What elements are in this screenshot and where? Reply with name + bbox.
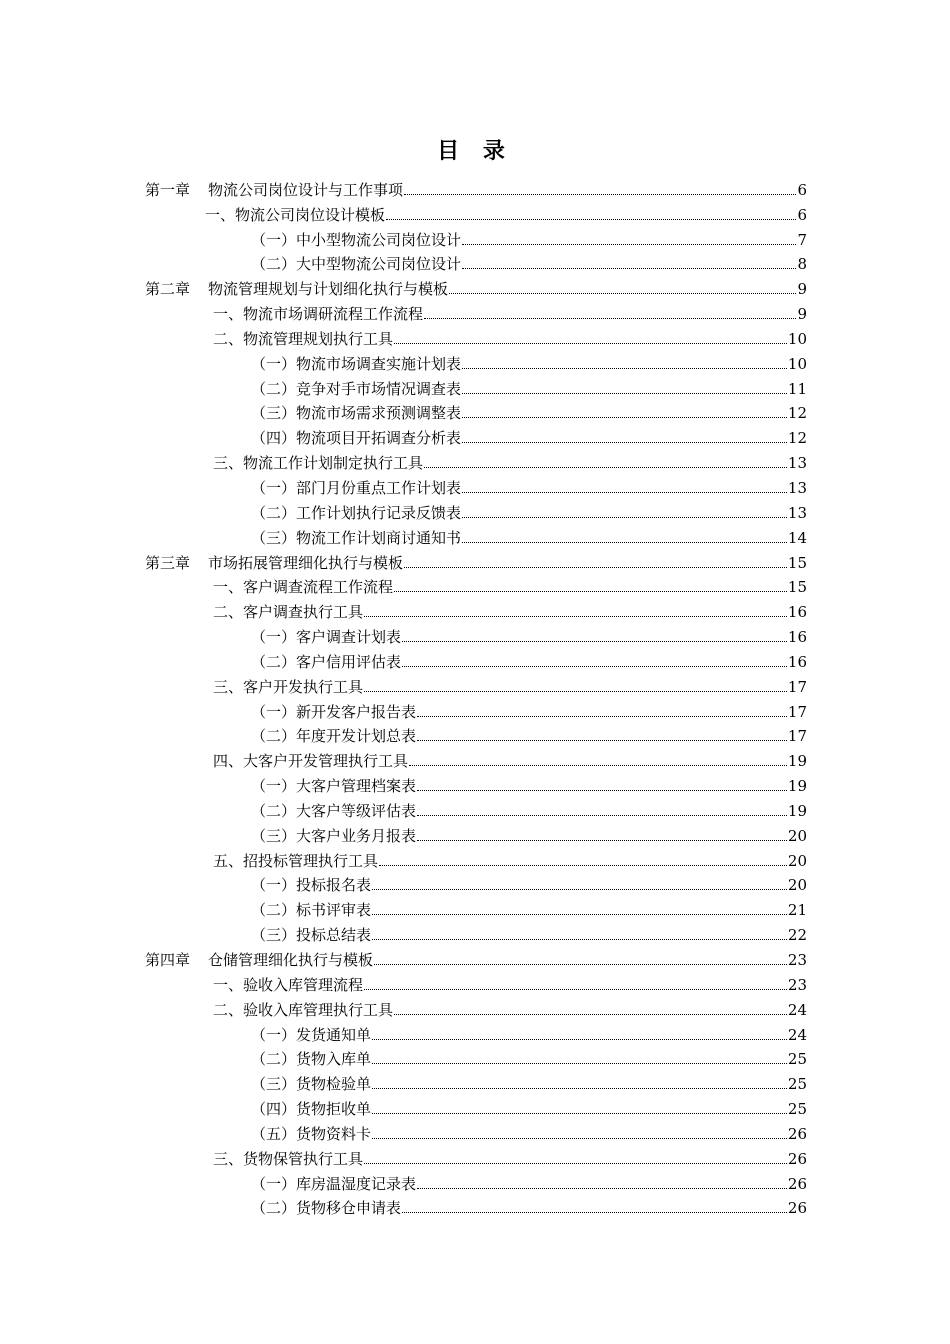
toc-entry[interactable]: [145, 200, 807, 225]
toc-leader-dots: [386, 219, 796, 220]
toc-page-number: 12: [787, 429, 807, 448]
toc-leader-dots: [417, 790, 787, 791]
toc-page-number: 20: [787, 826, 807, 845]
toc-entry[interactable]: [145, 945, 807, 970]
toc-entry-title: 二、验收入库管理执行工具: [213, 1000, 394, 1019]
toc-entry[interactable]: [145, 846, 807, 871]
toc-leader-dots: [364, 989, 787, 990]
toc-leader-dots: [462, 368, 787, 369]
toc-page-number: 6: [797, 180, 807, 199]
toc-entry-title: 三、货物保管执行工具: [213, 1149, 364, 1168]
toc-leader-dots: [394, 1014, 787, 1015]
toc-entry-title: （二）标书评审表: [251, 901, 372, 920]
toc-entry-title: （二）大中型物流公司岗位设计: [251, 255, 462, 274]
toc-entry-title: 一、物流公司岗位设计模板: [205, 205, 386, 224]
toc-leader-dots: [402, 641, 787, 642]
toc-entry[interactable]: [145, 274, 807, 299]
toc-entry-title: 三、物流工作计划制定执行工具: [213, 454, 424, 473]
toc-leader-dots: [417, 740, 787, 741]
toc-entry[interactable]: [145, 225, 807, 250]
toc-page-number: 17: [787, 702, 807, 721]
toc-page-number: 19: [787, 801, 807, 820]
toc-leader-dots: [462, 492, 787, 493]
toc-entry-title: 物流管理规划与计划细化执行与模板: [208, 280, 449, 299]
toc-page-number: 15: [787, 578, 807, 597]
toc-entry[interactable]: [145, 399, 807, 424]
toc-page-number: 10: [787, 354, 807, 373]
toc-entry-title: （三）物流工作计划商讨通知书: [251, 528, 462, 547]
toc-entry-title: （二）货物入库单: [251, 1050, 372, 1069]
toc-page-number: 25: [787, 1050, 807, 1069]
toc-leader-dots: [462, 244, 796, 245]
toc-leader-dots: [424, 467, 787, 468]
toc-leader-dots: [404, 567, 787, 568]
toc-entry[interactable]: [145, 771, 807, 796]
toc-leader-dots: [372, 1063, 787, 1064]
toc-chapter-number: 第一章: [145, 180, 191, 199]
toc-entry-title: 一、客户调查流程工作流程: [213, 578, 394, 597]
toc-leader-dots: [462, 542, 787, 543]
toc-leader-dots: [404, 194, 796, 195]
toc-leader-dots: [372, 1039, 787, 1040]
page-title: 目 录: [437, 138, 513, 164]
toc-page-number: 25: [787, 1075, 807, 1094]
toc-entry-title: （一）新开发客户报告表: [251, 702, 417, 721]
toc-page-number: 26: [787, 1124, 807, 1143]
toc-entry-title: 二、物流管理规划执行工具: [213, 329, 394, 348]
toc-page-number: 12: [787, 404, 807, 423]
toc-page-number: 15: [787, 553, 807, 572]
toc-entry[interactable]: [145, 548, 807, 573]
toc-entry[interactable]: [145, 1069, 807, 1094]
table-of-contents: [145, 175, 807, 1218]
toc-entry[interactable]: [145, 498, 807, 523]
toc-entry-title: （二）货物移仓申请表: [251, 1199, 402, 1218]
toc-leader-dots: [462, 393, 787, 394]
toc-page-number: 22: [787, 926, 807, 945]
toc-leader-dots: [462, 417, 787, 418]
toc-entry-title: （二）竞争对手市场情况调查表: [251, 379, 462, 398]
toc-entry[interactable]: [145, 175, 807, 200]
toc-entry[interactable]: [145, 473, 807, 498]
toc-page-number: 19: [787, 752, 807, 771]
toc-entry[interactable]: [145, 423, 807, 448]
toc-entry-title: （三）物流市场需求预测调整表: [251, 404, 462, 423]
toc-leader-dots: [379, 865, 787, 866]
toc-leader-dots: [417, 840, 787, 841]
toc-page-number: 19: [787, 777, 807, 796]
toc-entry[interactable]: [145, 995, 807, 1020]
toc-page-number: 16: [787, 652, 807, 671]
toc-entry-title: （一）库房温湿度记录表: [251, 1174, 417, 1193]
toc-entry[interactable]: [145, 374, 807, 399]
toc-entry[interactable]: [145, 697, 807, 722]
toc-entry-title: 四、大客户开发管理执行工具: [213, 752, 409, 771]
toc-entry-title: （四）货物拒收单: [251, 1100, 372, 1119]
toc-entry[interactable]: [145, 871, 807, 896]
toc-entry-title: （三）大客户业务月报表: [251, 826, 417, 845]
toc-entry-title: （二）大客户等级评估表: [251, 801, 417, 820]
toc-leader-dots: [462, 268, 796, 269]
toc-entry[interactable]: [145, 250, 807, 275]
toc-page-number: 21: [787, 901, 807, 920]
toc-leader-dots: [402, 1212, 787, 1213]
toc-leader-dots: [402, 666, 787, 667]
toc-entry[interactable]: [145, 324, 807, 349]
toc-entry-title: 物流公司岗位设计与工作事项: [208, 180, 404, 199]
toc-entry[interactable]: [145, 448, 807, 473]
toc-entry[interactable]: [145, 349, 807, 374]
toc-entry-title: （三）货物检验单: [251, 1075, 372, 1094]
toc-page-number: 11: [787, 379, 807, 398]
toc-page-number: 9: [797, 280, 807, 299]
toc-leader-dots: [364, 616, 787, 617]
toc-entry[interactable]: [145, 1119, 807, 1144]
toc-leader-dots: [462, 442, 787, 443]
toc-entry[interactable]: [145, 1169, 807, 1194]
toc-leader-dots: [417, 815, 787, 816]
toc-entry-title: （一）物流市场调查实施计划表: [251, 354, 462, 373]
toc-page-number: 26: [787, 1149, 807, 1168]
toc-entry-title: （一）投标报名表: [251, 876, 372, 895]
toc-leader-dots: [374, 964, 787, 965]
toc-page-number: 23: [787, 951, 807, 969]
toc-page-number: 16: [787, 603, 807, 622]
toc-entry[interactable]: [145, 622, 807, 647]
toc-leader-dots: [372, 939, 787, 940]
toc-leader-dots: [372, 1088, 787, 1089]
toc-entry[interactable]: [145, 597, 807, 622]
toc-leader-dots: [462, 517, 787, 518]
toc-page-number: 10: [787, 329, 807, 348]
toc-entry[interactable]: [145, 523, 807, 548]
toc-entry-title: （四）物流项目开拓调查分析表: [251, 429, 462, 448]
toc-page-number: 25: [787, 1100, 807, 1119]
toc-leader-dots: [424, 318, 796, 319]
toc-leader-dots: [417, 716, 787, 717]
toc-page-number: 7: [797, 230, 807, 249]
toc-entry-title: （二）工作计划执行记录反馈表: [251, 503, 462, 522]
toc-entry-title: （一）大客户管理档案表: [251, 777, 417, 796]
toc-leader-dots: [372, 889, 787, 890]
toc-page-number: 8: [797, 255, 807, 274]
toc-leader-dots: [364, 1163, 787, 1164]
toc-entry-title: 一、物流市场调研流程工作流程: [213, 305, 424, 324]
toc-leader-dots: [372, 1138, 787, 1139]
toc-entry-title: （二）年度开发计划总表: [251, 727, 417, 746]
toc-entry-title: （二）客户信用评估表: [251, 652, 402, 671]
toc-page-number: 24: [787, 1025, 807, 1044]
toc-chapter-number: 第四章: [145, 951, 191, 969]
toc-entry-title: 三、客户开发执行工具: [213, 677, 364, 696]
toc-page-number: 17: [787, 677, 807, 696]
toc-entry[interactable]: [145, 1194, 807, 1219]
toc-entry-title: 仓储管理细化执行与模板: [208, 951, 374, 969]
toc-leader-dots: [364, 691, 787, 692]
toc-entry[interactable]: [145, 970, 807, 995]
toc-entry[interactable]: [145, 299, 807, 324]
toc-entry[interactable]: [145, 573, 807, 598]
toc-entry[interactable]: [145, 647, 807, 672]
toc-entry[interactable]: [145, 722, 807, 747]
toc-page-number: 26: [787, 1199, 807, 1218]
toc-page-number: 23: [787, 975, 807, 994]
toc-entry-title: （一）客户调查计划表: [251, 628, 402, 647]
toc-page-number: 13: [787, 454, 807, 473]
toc-page-number: 24: [787, 1000, 807, 1019]
toc-entry[interactable]: [145, 1020, 807, 1045]
toc-entry-title: （一）部门月份重点工作计划表: [251, 478, 462, 497]
toc-page-number: 6: [797, 205, 807, 224]
toc-page-number: 16: [787, 628, 807, 647]
toc-leader-dots: [372, 1113, 787, 1114]
toc-leader-dots: [417, 1188, 787, 1189]
toc-entry-title: 二、客户调查执行工具: [213, 603, 364, 622]
toc-page-number: 14: [787, 528, 807, 547]
toc-page-number: 20: [787, 876, 807, 895]
toc-leader-dots: [449, 293, 796, 294]
toc-leader-dots: [394, 343, 787, 344]
toc-entry[interactable]: [145, 1045, 807, 1070]
toc-leader-dots: [394, 591, 787, 592]
toc-entry-title: （一）发货通知单: [251, 1025, 372, 1044]
toc-entry[interactable]: [145, 821, 807, 846]
toc-entry[interactable]: [145, 672, 807, 697]
toc-leader-dots: [372, 914, 787, 915]
toc-entry-title: （一）中小型物流公司岗位设计: [251, 230, 462, 249]
toc-entry-title: 一、验收入库管理流程: [213, 975, 364, 994]
toc-entry-title: （五）货物资料卡: [251, 1124, 372, 1143]
toc-entry-title: （三）投标总结表: [251, 926, 372, 945]
toc-entry[interactable]: [145, 895, 807, 920]
toc-entry[interactable]: [145, 746, 807, 771]
toc-page-number: 26: [787, 1174, 807, 1193]
toc-chapter-number: 第三章: [145, 553, 191, 572]
toc-page-number: 13: [787, 478, 807, 497]
toc-page-number: 13: [787, 503, 807, 522]
toc-entry[interactable]: [145, 796, 807, 821]
toc-entry[interactable]: [145, 1144, 807, 1169]
toc-leader-dots: [409, 765, 787, 766]
toc-entry[interactable]: [145, 920, 807, 945]
toc-entry[interactable]: [145, 1094, 807, 1119]
toc-chapter-number: 第二章: [145, 280, 191, 299]
toc-entry-title: 市场拓展管理细化执行与模板: [208, 553, 404, 572]
toc-page-number: 9: [797, 305, 807, 324]
toc-entry-title: 五、招投标管理执行工具: [213, 851, 379, 870]
toc-page-number: 17: [787, 727, 807, 746]
toc-page-number: 20: [787, 851, 807, 870]
